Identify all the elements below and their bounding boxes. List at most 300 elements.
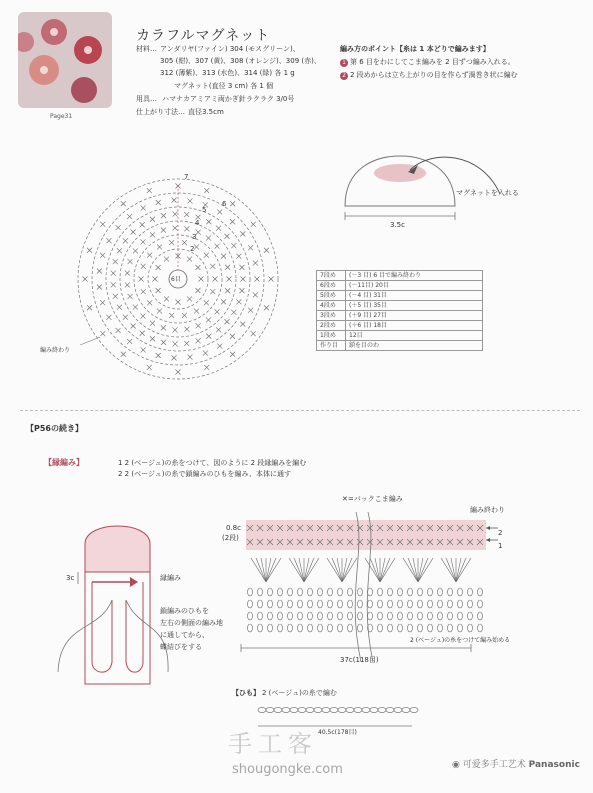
chain-stitch-mark (348, 600, 353, 608)
chain-stitch-mark (358, 588, 363, 596)
fan-stitch-mark (304, 558, 314, 582)
stitch-mark (156, 200, 161, 205)
stitch-mark (187, 198, 192, 203)
fan-stitch-mark (418, 558, 428, 582)
stitch-mark (117, 305, 122, 310)
table-row (317, 291, 483, 301)
point-1 (340, 57, 515, 67)
cord-chain-mark (370, 708, 378, 713)
table-row (317, 301, 483, 311)
chain-stitch-mark (438, 624, 443, 632)
rounds-table (316, 270, 483, 351)
chain-stitch-mark (408, 588, 413, 596)
chain-stitch-mark (278, 588, 283, 596)
count-cell: (－4 目) 31目 (346, 291, 483, 301)
stitch-mark (230, 352, 235, 357)
chain-stitch-mark (478, 612, 483, 620)
round-label-6: 6 (222, 200, 227, 208)
chain-stitch-mark (278, 624, 283, 632)
materials-label: 材料… (136, 45, 157, 53)
chain-stitch-mark (418, 588, 423, 596)
stitch-mark (240, 231, 245, 236)
stitch-mark (253, 261, 258, 266)
stitch-mark (147, 365, 152, 370)
cord-chain-mark (330, 708, 338, 713)
materials-line-2: 305 (紺)、307 (黄)、308 (オレンジ)、309 (赤)、 (160, 57, 321, 65)
stitch-mark (216, 327, 221, 332)
chain-stitch-mark (268, 624, 273, 632)
round-cell: 6段め (317, 281, 346, 291)
cord-chain-mark (354, 708, 362, 713)
chain-stitch-mark (478, 624, 483, 632)
bag-note-3: に通してから、 (160, 631, 209, 639)
chain-stitch-mark (338, 600, 343, 608)
stitch-mark (194, 309, 199, 314)
stitch-mark (131, 230, 136, 235)
table-row (317, 281, 483, 291)
stitch-mark (236, 254, 241, 259)
chain-stitch-mark (248, 600, 253, 608)
stitch-mark (236, 299, 241, 304)
stitch-mark (161, 213, 166, 218)
chain-stitch-mark (258, 588, 263, 596)
chain-stitch-mark (288, 612, 293, 620)
point-number-badge: 1 (340, 59, 348, 67)
stitch-mark (239, 265, 244, 270)
stitch-mark (184, 212, 189, 217)
chain-stitch-mark (388, 588, 393, 596)
stitch-mark (187, 296, 192, 301)
end-leader (80, 337, 100, 345)
stitch-mark (221, 299, 226, 304)
round-label-2: 2 (190, 245, 195, 253)
cord-chain-mark (386, 708, 394, 713)
chain-stitch-mark (258, 624, 263, 632)
fan-stitch-mark (294, 558, 304, 582)
stitch-mark (150, 217, 155, 222)
round-cell: 5段め (317, 291, 346, 301)
bag-note-2: 左右の側面の編み地 (160, 619, 223, 627)
materials-line-3: 312 (薄紫)、313 (水色)、314 (緑) 各 1 g (160, 69, 295, 77)
stitch-mark (141, 289, 146, 294)
chain-stitch-mark (268, 600, 273, 608)
cord-chain-mark (346, 708, 354, 713)
count-cell: (－11目) 20目 (346, 281, 483, 291)
fan-stitch-mark (332, 558, 342, 582)
stitch-mark (161, 340, 166, 345)
stitch-mark (187, 257, 192, 262)
tools-label: 用具… (136, 95, 157, 103)
edge-start-label: 2 (ベージュ)の糸をつけて編み始める (410, 637, 511, 644)
stitch-mark (182, 313, 187, 318)
fan-stitch-mark (256, 558, 266, 582)
chain-stitch-mark (348, 624, 353, 632)
stitch-mark (173, 341, 178, 346)
chain-stitch-mark (458, 588, 463, 596)
count-cell: (＋5 目) 35目 (346, 301, 483, 311)
chain-stitch-mark (328, 600, 333, 608)
chain-stitch-mark (288, 624, 293, 632)
chain-stitch-mark (258, 600, 263, 608)
chain-stitch-mark (448, 612, 453, 620)
size-text: 直径3.5cm (188, 108, 224, 116)
chain-stitch-mark (328, 588, 333, 596)
stitch-mark (230, 219, 235, 224)
stitch-mark (164, 257, 169, 262)
cord-chain-mark (378, 708, 386, 713)
stitch-mark (111, 271, 116, 276)
account-label: 可爱多手工艺术 (462, 760, 526, 770)
stitch-mark (121, 352, 126, 357)
chart-center-label: 6目 (171, 276, 181, 283)
chain-stitch-mark (418, 600, 423, 608)
stitch-mark (169, 240, 174, 245)
stitch-mark (116, 225, 121, 230)
stitch-mark (123, 315, 128, 320)
fan-stitch-mark (408, 558, 418, 582)
chain-stitch-mark (408, 624, 413, 632)
stitch-mark (206, 334, 211, 339)
magnet-photo (18, 12, 112, 108)
product-photo (18, 12, 112, 108)
table-row (317, 331, 483, 341)
watermark-account (452, 760, 580, 770)
stitch-mark (216, 226, 221, 231)
cord-chain-mark (322, 708, 330, 713)
stitch-mark (264, 248, 269, 253)
chain-stitch-mark (358, 624, 363, 632)
chain-stitch-mark (318, 588, 323, 596)
row-marker-1: 1 (498, 542, 503, 550)
round-cell: 2段め (317, 321, 346, 331)
magnet-dome-diagram (330, 140, 560, 240)
stitch-mark (264, 305, 269, 310)
chain-stitch-mark (428, 612, 433, 620)
stitch-mark (157, 309, 162, 314)
stitch-mark (204, 300, 209, 305)
magnet-width-label: 3.5c (390, 221, 405, 229)
table-row (317, 321, 483, 331)
chain-stitch-mark (368, 588, 373, 596)
stitch-mark (230, 334, 235, 339)
stitch-mark (125, 282, 130, 287)
chain-stitch-mark (428, 588, 433, 596)
chain-stitch-mark (338, 588, 343, 596)
cord-chain-mark (338, 708, 346, 713)
chain-stitch-mark (398, 588, 403, 596)
chain-stitch-mark (438, 588, 443, 596)
stitch-mark (113, 294, 118, 299)
chain-stitch-mark (428, 624, 433, 632)
chain-stitch-mark (458, 600, 463, 608)
stitch-mark (241, 277, 246, 282)
chart-end-label: 編み終わり (40, 347, 71, 354)
chain-stitch-mark (388, 612, 393, 620)
stitch-mark (106, 238, 111, 243)
cord-chain-mark (298, 708, 306, 713)
chain-stitch-mark (418, 612, 423, 620)
fan-stitch-mark (342, 558, 352, 582)
stitch-mark (140, 222, 145, 227)
stitch-mark (100, 331, 105, 336)
chain-stitch-mark (358, 600, 363, 608)
cord-chain-mark (410, 708, 418, 713)
stitch-mark (150, 336, 155, 341)
cord-chain-mark (306, 708, 314, 713)
stitch-mark (117, 248, 122, 253)
stitch-mark (140, 331, 145, 336)
materials-line-1: アンダリヤ(ファイン) 304 (モスグリーン)、 (160, 45, 300, 53)
bag-body (85, 572, 150, 684)
chain-stitch-mark (408, 600, 413, 608)
stitch-mark (156, 265, 161, 270)
chain-stitch-mark (398, 612, 403, 620)
stitch-mark (215, 309, 220, 314)
page-reference: Page31 (50, 113, 73, 120)
stitch-mark (213, 277, 218, 282)
stitch-mark (97, 284, 102, 289)
stitch-mark (240, 322, 245, 327)
size-label: 仕上がり寸法… (136, 108, 185, 116)
stitch-mark (194, 244, 199, 249)
stitch-mark (131, 323, 136, 328)
stitch-mark (248, 245, 253, 250)
stitch-mark (184, 327, 189, 332)
fan-stitch-mark (380, 558, 390, 582)
stitch-mark (121, 201, 126, 206)
stitch-mark (225, 288, 230, 293)
fan-stitch-mark (266, 558, 276, 582)
bag-diagram (50, 512, 190, 692)
chain-stitch-mark (438, 612, 443, 620)
stitch-mark (156, 353, 161, 358)
count-cell: (＋6 目) 18目 (346, 321, 483, 331)
table-row (317, 271, 483, 281)
round-cell: 4段め (317, 301, 346, 311)
stitch-mark (169, 313, 174, 318)
edge-width-label: 37c(118目) (340, 656, 379, 664)
chain-stitch-mark (348, 588, 353, 596)
edge-step-2: 2 2 (ベージュ)の糸で鎖編みのひもを編み、本体に通す (118, 470, 291, 478)
chain-stitch-mark (468, 612, 473, 620)
stitch-mark (113, 259, 118, 264)
stitch-mark (196, 338, 201, 343)
bag-side-label: 3c (66, 574, 75, 582)
stitch-mark (196, 323, 201, 328)
round-label-7: 7 (184, 173, 189, 181)
chain-stitch-mark (438, 600, 443, 608)
stitch-mark (87, 305, 92, 310)
edge-title: 【縁編み】 (44, 458, 84, 467)
chain-stitch-mark (278, 600, 283, 608)
stitch-mark (147, 300, 152, 305)
edge-height-label: 0.8c (226, 524, 241, 532)
chain-stitch-mark (478, 588, 483, 596)
chain-stitch-mark (328, 612, 333, 620)
round-cell: 1段め (317, 331, 346, 341)
cord-text: 2 (ベージュ)の糸で編む (262, 689, 337, 697)
stitch-mark (133, 248, 138, 253)
edge-band-fill (246, 520, 486, 550)
wechat-icon: ◉ (452, 760, 460, 770)
stitch-mark (141, 347, 146, 352)
chain-stitch-mark (378, 588, 383, 596)
chain-stitch-mark (398, 624, 403, 632)
chain-stitch-mark (468, 624, 473, 632)
section-heading: 【P56の続き】 (26, 424, 83, 433)
round-cell: 3段め (317, 311, 346, 321)
stitch-mark (128, 259, 133, 264)
stitch-mark (156, 288, 161, 293)
edge-end-label: 編み終わり (470, 506, 505, 514)
stitch-mark (133, 305, 138, 310)
point-text: 第 6 目をわにしてこま編みを 2 目ずつ編み入れる。 (350, 58, 515, 66)
chain-stitch-mark (308, 588, 313, 596)
stitch-mark (127, 339, 132, 344)
table-row (317, 311, 483, 321)
stitch-mark (141, 239, 146, 244)
stitch-mark (153, 277, 158, 282)
count-cell: (－3 目) 6 目で編み終わり (346, 271, 483, 281)
legend-back-label: =バックこま編み (347, 495, 403, 503)
stitch-mark (184, 341, 189, 346)
bag-edge-label: 縁編み (160, 574, 181, 582)
stitch-mark (184, 226, 189, 231)
fan-stitch-mark (370, 558, 380, 582)
stitch-mark (87, 248, 92, 253)
chain-stitch-mark (448, 588, 453, 596)
point-number-badge: 2 (340, 72, 348, 80)
fan-stitch-mark (456, 558, 466, 582)
stitch-mark (206, 219, 211, 224)
stitch-mark (199, 277, 204, 282)
cord-chain-mark (274, 708, 282, 713)
chain-stitch-mark (268, 612, 273, 620)
watermark-main: 手工客 (228, 730, 318, 758)
edge-step-1: 1 2 (ベージュ)の糸をつけて、図のように 2 段縁編みを編む (118, 459, 307, 467)
chain-stitch-mark (458, 624, 463, 632)
bag-note-1: 鎖編みのひもを (160, 607, 209, 615)
x-stitch-icon: ✕ (342, 495, 348, 503)
cord-title: 【ひも】 (232, 689, 260, 697)
count-cell: 12目 (346, 331, 483, 341)
round-label-3: 3 (192, 233, 197, 241)
chain-stitch-mark (318, 612, 323, 620)
chain-stitch-mark (298, 624, 303, 632)
chain-stitch-mark (348, 612, 353, 620)
round-cell: 7段め (317, 271, 346, 281)
chain-stitch-mark (448, 600, 453, 608)
chain-stitch-mark (308, 600, 313, 608)
stitch-mark (139, 277, 144, 282)
stitch-mark (164, 296, 169, 301)
stitch-mark (100, 222, 105, 227)
stitch-mark (227, 277, 232, 282)
chain-stitch-mark (388, 624, 393, 632)
stitch-mark (127, 214, 132, 219)
chain-stitch-mark (258, 612, 263, 620)
stitch-mark (147, 253, 152, 258)
cord-chain-mark (266, 708, 274, 713)
chain-stitch-mark (308, 624, 313, 632)
stitch-mark (210, 289, 215, 294)
count-cell: 鎖を目のわ (346, 341, 483, 351)
stitch-mark (97, 269, 102, 274)
round-cell: 作り目 (317, 341, 346, 351)
points-title: 編み方のポイント【糸は 1 本どりで編みます】 (340, 45, 490, 53)
chain-stitch-mark (478, 600, 483, 608)
bag-edge-band (85, 526, 150, 572)
stitch-mark (173, 212, 178, 217)
stitch-mark (253, 292, 258, 297)
cord-chain-mark (282, 708, 290, 713)
chain-stitch-mark (468, 600, 473, 608)
cord-chain-mark (290, 708, 298, 713)
chain-stitch-mark (428, 600, 433, 608)
stitch-mark (195, 265, 200, 270)
stitch-mark (147, 188, 152, 193)
stitch-mark (206, 236, 211, 241)
chain-stitch-mark (468, 588, 473, 596)
stitch-mark (182, 240, 187, 245)
stitch-mark (217, 344, 222, 349)
watermark-url: shougongke.com (232, 762, 343, 777)
chain-stitch-mark (388, 600, 393, 608)
stitch-mark (251, 331, 256, 336)
stitch-mark (161, 228, 166, 233)
chain-stitch-mark (378, 600, 383, 608)
stitch-mark (239, 288, 244, 293)
stitch-mark (171, 198, 176, 203)
stitch-mark (231, 243, 236, 248)
stitch-mark (217, 209, 222, 214)
chain-stitch-mark (338, 624, 343, 632)
legend-back-stitch (342, 494, 403, 504)
stitch-mark (141, 264, 146, 269)
stitch-mark (100, 253, 105, 258)
stitch-mark (204, 365, 209, 370)
cord-chain-mark (314, 708, 322, 713)
chain-stitch-mark (268, 588, 273, 596)
stitch-mark (255, 277, 260, 282)
chain-stitch-mark (288, 588, 293, 596)
chain-stitch-mark (318, 624, 323, 632)
chain-stitch-mark (458, 612, 463, 620)
stitch-mark (173, 327, 178, 332)
chain-stitch-mark (408, 612, 413, 620)
stitch-mark (173, 226, 178, 231)
chain-stitch-mark (378, 624, 383, 632)
chain-stitch-mark (298, 612, 303, 620)
cord-chain-mark (258, 708, 266, 713)
cord-width-label: 40.5c(178目) (318, 729, 357, 736)
stitch-mark (204, 253, 209, 258)
panasonic-logo: Panasonic (528, 760, 580, 770)
magnet-shape (374, 164, 426, 182)
stitch-mark (111, 282, 116, 287)
chain-stitch-mark (398, 600, 403, 608)
stitch-mark (230, 201, 235, 206)
cord-chain-mark (394, 708, 402, 713)
stitch-mark (157, 244, 162, 249)
stitch-mark (210, 264, 215, 269)
stitch-mark (203, 351, 208, 356)
stitch-mark (83, 277, 88, 282)
chain-stitch-mark (248, 612, 253, 620)
stitch-mark (123, 238, 128, 243)
stitch-mark (225, 265, 230, 270)
chain-stitch-mark (368, 600, 373, 608)
